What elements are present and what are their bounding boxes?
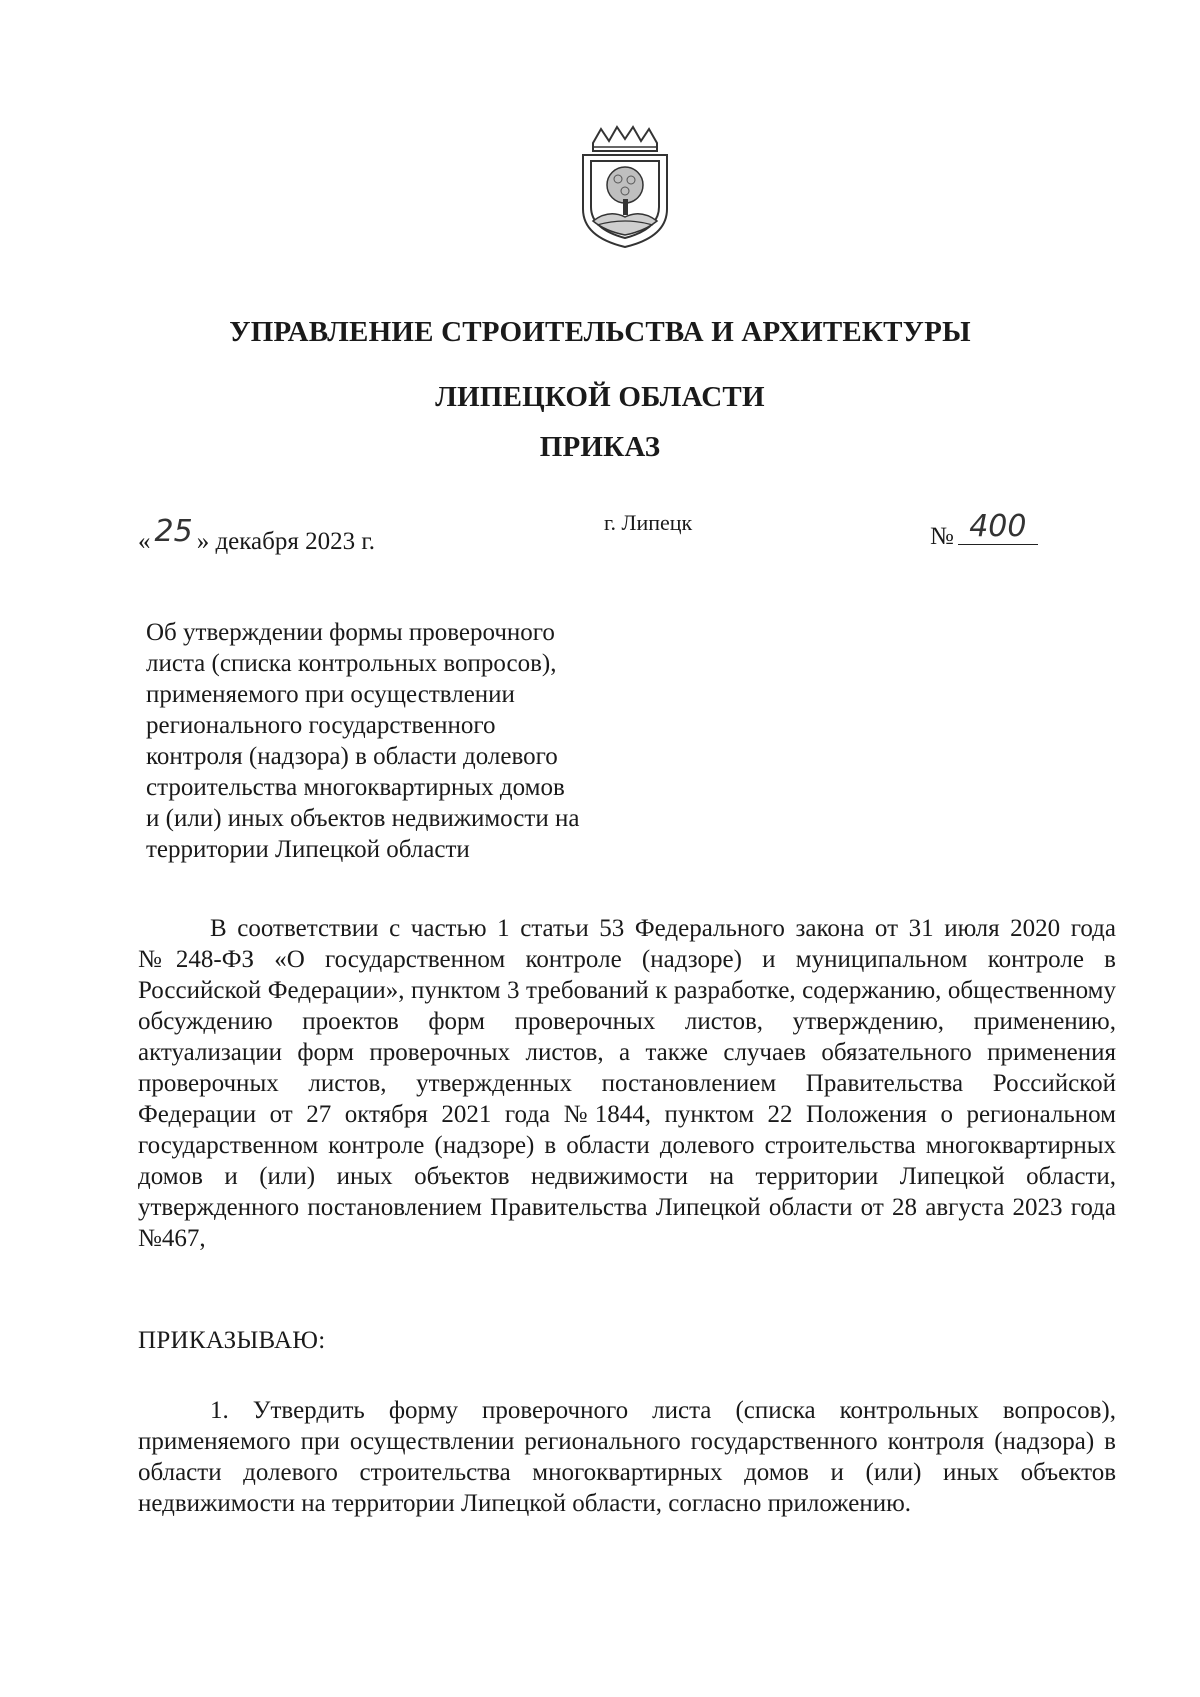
subject-line: применяемого при осуществлении <box>146 681 515 708</box>
document-number <box>930 509 1038 551</box>
subject-line: регионального государственного <box>146 712 496 739</box>
document-subject <box>146 617 666 865</box>
document-type-title: ПРИКАЗ <box>539 431 661 463</box>
legal-basis-paragraph: В соответствии с частью 1 статьи 53 Федерального закона от 31 июля 2020 года №248-ФЗ «О государственном контроле (надзоре) и муниципальном контроле в Российской Федерации», пунктом 3 требований к разработке, содержанию, общественному обсуждению проектов форм проверочных листов, утверждению, применению, актуализации форм проверочных листов, а также случаев обязательного применения проверочных листов, утвержденных постановлением Правительства Российской Федерации от 27 октября 2021 года №1844, пунктом 22 Положения о региональном государственном контроле (надзоре) в области долевого строительства многоквартирных домов и (или) иных объектов недвижимости на территории Липецкой области, утвержденного постановлением Правительства Липецкой области от 28 августа 2023 года №467, <box>138 915 1116 1252</box>
subject-line: строительства многоквартирных домов <box>146 774 565 801</box>
subject-line: контроля (надзора) в области долевого <box>146 743 558 770</box>
organization-title-line-2: ЛИПЕЦКОЙ ОБЛАСТИ <box>435 381 765 413</box>
number-value-handwritten: 400 <box>958 509 1038 545</box>
subject-line: и (или) иных объектов недвижимости на <box>146 805 580 832</box>
subject-line: листа (списка контрольных вопросов), <box>146 650 557 677</box>
date-month-year: » декабря 2023 г. <box>196 528 376 555</box>
date-open-quote: « <box>138 528 151 555</box>
subject-line: территории Липецкой области <box>146 836 470 863</box>
subject-line: Об утверждении формы проверочного <box>146 619 555 646</box>
organization-title-line-1: УПРАВЛЕНИЕ СТРОИТЕЛЬСТВА И АРХИТЕКТУРЫ <box>229 316 971 348</box>
document-date <box>138 514 376 557</box>
number-sign: № <box>930 523 954 550</box>
document-city: г. Липецк <box>604 510 693 535</box>
date-day-handwritten: 25 <box>154 514 193 549</box>
lipetsk-coat-of-arms-icon <box>575 125 675 249</box>
order-clause-1: 1. Утвердить форму проверочного листа (списка контрольных вопросов), применяемого при осуществлении регионального государственного контроля (надзора) в области долевого строительства многоквартирных домов и (или) иных объектов недвижимости на территории Липецкой области, согласно приложению. <box>138 1397 1116 1517</box>
order-directive-word: ПРИКАЗЫВАЮ: <box>138 1327 326 1354</box>
